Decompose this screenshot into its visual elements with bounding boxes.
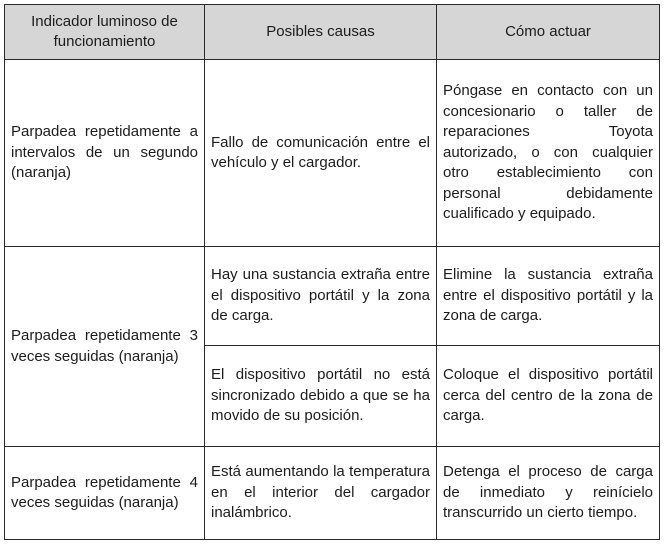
cause-cell: Fallo de comunicación entre el vehículo y el cargador.: [205, 60, 437, 247]
troubleshooting-table: [4, 4, 660, 540]
header-action: Cómo actuar: [437, 5, 660, 60]
indicator-cell: Parpadea repetidamente a intervalos de un segundo (naranja): [5, 60, 205, 247]
cause-cell: Hay una sustancia extraña entre el dispositivo portátil y la zona de carga.: [205, 247, 437, 346]
cause-cell: Está aumentando la temperatura en el interior del cargador inalámbrico.: [205, 447, 437, 540]
table-row: [5, 447, 660, 540]
indicator-cell: Parpadea repetidamente 4 veces seguidas (naranja): [5, 447, 205, 540]
cause-cell: El dispositivo portátil no está sincronizado debido a que se ha movido de su posición.: [205, 346, 437, 447]
table-row: [5, 60, 660, 247]
header-indicator: Indicador luminoso de funcionamiento: [5, 5, 205, 60]
action-cell: Elimine la sustancia extraña entre el dispositivo portátil y la zona de carga.: [437, 247, 660, 346]
table-header-row: [5, 5, 660, 60]
action-cell: Coloque el dispositivo portátil cerca del centro de la zona de carga.: [437, 346, 660, 447]
action-cell: Detenga el proceso de carga de inmediato y reinícielo transcurrido un cierto tiempo.: [437, 447, 660, 540]
header-causes: Posibles causas: [205, 5, 437, 60]
action-cell: Póngase en contacto con un concesionario o taller de reparaciones Toyota autorizado, o con cualquier otro establecimiento con personal debidamente cualificado y equipado.: [437, 60, 660, 247]
indicator-cell: Parpadea repetidamente 3 veces seguidas (naranja): [5, 247, 205, 447]
table-row: [5, 247, 660, 346]
